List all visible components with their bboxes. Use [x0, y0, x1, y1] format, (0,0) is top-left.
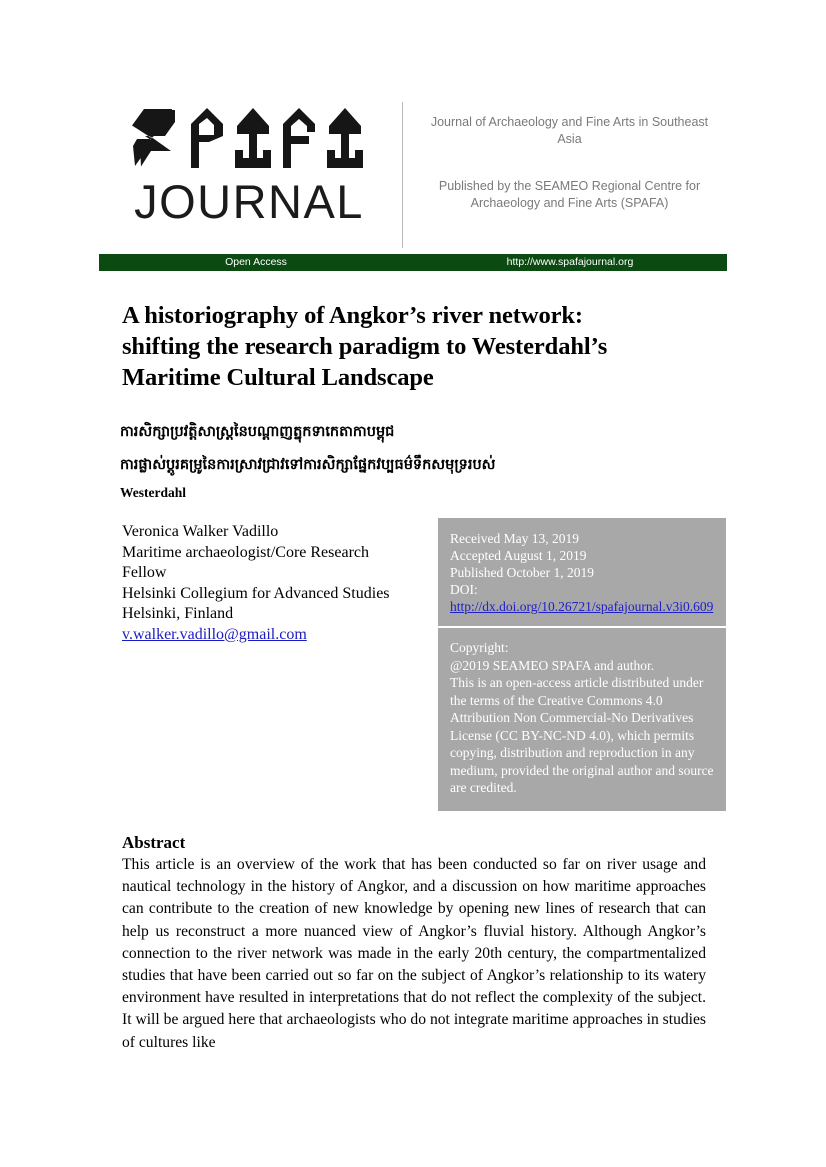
journal-publisher-line: Published by the SEAMEO Regional Centre for Archaeology and Fine Arts (SPAFA) — [438, 179, 701, 210]
copyright-section — [438, 628, 726, 811]
author-role-line-2: Fellow — [122, 564, 167, 581]
copyright-line-7: medium, provided the original author and source — [450, 762, 714, 778]
copyright-line-8: are credited. — [450, 780, 517, 795]
copyright-line-3: the terms of the Creative Commons 4.0 — [450, 692, 663, 708]
doi-link[interactable]: http://dx.doi.org/10.26721/spafajournal.v3i0.609 — [450, 599, 714, 614]
author-role-line-1: Maritime archaeologist/Core Research — [122, 543, 370, 561]
copyright-heading: Copyright: — [450, 640, 509, 655]
spafa-logo-icon — [131, 106, 367, 170]
journal-subtitle-block — [403, 100, 730, 248]
khmer-title-block — [120, 416, 720, 502]
copyright-line-4: Attribution Non Commercial-No Derivatives — [450, 710, 694, 725]
journal-website-link[interactable]: http://www.spafajournal.org — [506, 256, 634, 268]
accepted-date: Accepted August 1, 2019 — [450, 548, 587, 563]
author-affiliation: Helsinki Collegium for Advanced Studies — [122, 584, 390, 602]
open-access-label: Open Access — [225, 256, 287, 268]
publication-dates-section — [438, 518, 726, 626]
abstract-body: This article is an overview of the work that has been conducted so far on river usage and nautical technology in the history of Angkor, and a discussion on how maritime approaches can contribute to the creation of new knowledge by opening new lines of research that can help us reconstruct a more nuanced view of Angkor’s fluvial history. Although Angkor’s connection to the river network was made in the early 20th century, the compartmentalized studies that have been carried out so far on the subject of Angkor’s relationship to its watery environment have resulted in interpretations that do not reflect the complexity of the subject. It will be argued here that archaeologists who do not integrate maritime approaches in studies of cultures like — [122, 856, 706, 1051]
received-date: Received May 13, 2019 — [450, 531, 579, 546]
abstract-heading: Abstract — [122, 833, 186, 852]
open-access-bar — [99, 254, 727, 271]
author-block — [122, 522, 422, 645]
abstract-block — [122, 832, 706, 1054]
page-title — [122, 300, 712, 393]
author-email-link[interactable]: v.walker.vadillo@gmail.com — [122, 625, 307, 643]
journal-logo — [96, 100, 402, 248]
khmer-author-note: Westerdahl — [120, 485, 186, 500]
author-location: Helsinki, Finland — [122, 605, 234, 622]
copyright-line-6: copying, distribution and reproduction in any — [450, 745, 695, 760]
khmer-title-line-2: ការផ្លាស់ប្តូរគម្រូនៃការស្រាវជ្រាវទៅការសិក្សាផ្នែកវប្បធម៌ទឹកសមុទ្ររបស់ — [120, 457, 496, 473]
publication-meta-box — [438, 518, 726, 811]
article-title-block — [122, 300, 712, 393]
published-date: Published October 1, 2019 — [450, 565, 594, 580]
copyright-line-5: License (CC BY-NC-ND 4.0), which permits — [450, 727, 695, 743]
copyright-line-2: This is an open-access article distributed under — [450, 675, 704, 690]
khmer-title-line-1: ការសិក្សាប្រវត្តិសាស្ត្រនៃបណ្តាញត្នុកទាកេតាកាបម្ពុជ — [120, 424, 395, 440]
article-title-line-1: A historiography of Angkor’s river network: — [122, 302, 583, 329]
journal-logo-word: JOURNAL — [134, 175, 364, 228]
article-title-line-3: Maritime Cultural Landscape — [122, 364, 434, 391]
journal-scope-line: Journal of Archaeology and Fine Arts in Southeast Asia — [430, 115, 709, 146]
journal-masthead — [96, 100, 730, 248]
article-title-line-2: shifting the research paradigm to Westerdahl’s — [122, 333, 608, 360]
doi-label: DOI: — [450, 582, 478, 597]
author-name: Veronica Walker Vadillo — [122, 523, 279, 540]
copyright-line-1: @2019 SEAMEO SPAFA and author. — [450, 657, 655, 673]
